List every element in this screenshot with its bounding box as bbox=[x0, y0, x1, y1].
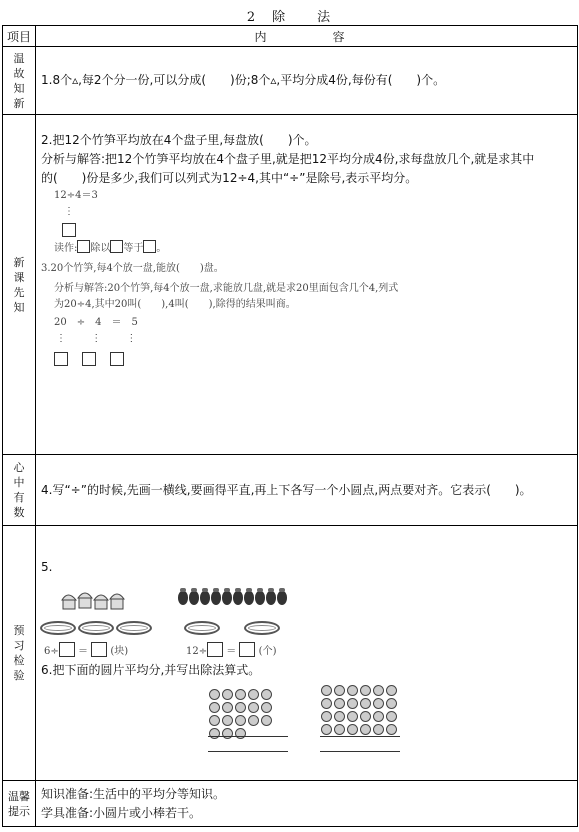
question-2: 2.把12个竹笋平均放在4个盘子里,每盘放( )个。 bbox=[41, 133, 317, 147]
bamboo-shoot-icon bbox=[200, 591, 210, 605]
preview-content bbox=[36, 526, 578, 781]
vdots: ⋮ bbox=[64, 206, 74, 217]
disc-icon bbox=[373, 724, 384, 735]
disc-icon bbox=[386, 711, 397, 722]
new-lesson-content bbox=[36, 115, 578, 455]
disc-icon bbox=[321, 724, 332, 735]
read-as-line: 读作: 除以 等于 。 bbox=[36, 240, 577, 257]
bamboo-shoot-icon bbox=[178, 591, 188, 605]
disc-icon bbox=[373, 685, 384, 696]
disc-icon bbox=[261, 702, 272, 713]
disc-icon bbox=[261, 689, 272, 700]
header-row bbox=[3, 26, 578, 47]
cupcakes-icon bbox=[58, 588, 128, 614]
cakes-illustration bbox=[58, 588, 128, 618]
new-lesson-label: 新课先知 bbox=[3, 115, 36, 455]
disc-icon bbox=[248, 689, 259, 700]
header-content: 内 容 bbox=[36, 26, 578, 47]
bamboo-shoot-icon bbox=[189, 591, 199, 605]
disc-icon bbox=[347, 724, 358, 735]
disc-icon bbox=[360, 724, 371, 735]
disc-icon bbox=[373, 698, 384, 709]
disc-icon bbox=[209, 728, 220, 739]
disc-icon bbox=[360, 685, 371, 696]
q3-analysis-1: 分析与解答:20个竹笋,每4个放一盘,求能放几盘,就是求20里面包含几个4,列式 bbox=[54, 283, 399, 294]
lesson-table bbox=[2, 25, 578, 827]
blank-box[interactable] bbox=[54, 352, 68, 366]
review-row bbox=[3, 47, 578, 115]
disc-icon bbox=[386, 685, 397, 696]
disc-icon bbox=[222, 728, 233, 739]
tips-label: 温馨提示 bbox=[3, 781, 36, 827]
blank-box[interactable] bbox=[207, 642, 223, 657]
disc-group-2 bbox=[320, 684, 404, 736]
analysis-line-2: 的( )份是多少,我们可以列式为12÷4,其中“÷”是除号,表示平均分。 bbox=[41, 171, 418, 185]
disc-icon bbox=[321, 685, 332, 696]
blank-box[interactable] bbox=[239, 642, 255, 657]
blank-box[interactable] bbox=[82, 352, 96, 366]
blank-box[interactable] bbox=[110, 352, 124, 366]
new-lesson-row bbox=[3, 115, 578, 455]
answer-line[interactable] bbox=[208, 736, 288, 737]
plates-right bbox=[184, 620, 282, 639]
disc-icon bbox=[321, 711, 332, 722]
plate-icon bbox=[116, 621, 152, 635]
bamboo-shoot-icon bbox=[266, 591, 276, 605]
formula-1: 6÷ ＝ (块) bbox=[44, 642, 128, 660]
bamboo-shoot-icon bbox=[211, 591, 221, 605]
tips-content bbox=[36, 781, 578, 827]
blank-box[interactable] bbox=[77, 240, 90, 253]
formula-2: 12÷ ＝ (个) bbox=[186, 642, 276, 660]
disc-icon bbox=[209, 702, 220, 713]
question-6: 6.把下面的圆片平均分,并写出除法算式。 bbox=[41, 663, 261, 677]
disc-icon bbox=[235, 715, 246, 726]
remember-text: 4.写“÷”的时候,先画一横线,要画得平直,再上下各写一个小圆点,两点要对齐。它表示( )。 bbox=[41, 482, 532, 497]
remember-content bbox=[36, 455, 578, 526]
tips-row bbox=[3, 781, 578, 827]
bamboo-shoots-illustration bbox=[178, 590, 288, 609]
blank-box[interactable] bbox=[143, 240, 156, 253]
analysis-line-1: 分析与解答:把12个竹笋平均放在4个盘子里,就是把12平均分成4份,求每盘放几个,就是求其中 bbox=[41, 152, 535, 166]
disc-icon bbox=[209, 715, 220, 726]
page-title: 2 除 法 bbox=[246, 10, 333, 25]
disc-icon bbox=[334, 698, 345, 709]
tips-line-2: 学具准备:小圆片或小棒若干。 bbox=[41, 805, 202, 820]
vdots-row: ⋮ ⋮ ⋮ bbox=[56, 333, 137, 344]
disc-icon bbox=[235, 702, 246, 713]
disc-icon bbox=[261, 715, 272, 726]
disc-icon bbox=[347, 711, 358, 722]
disc-icon bbox=[222, 689, 233, 700]
disc-icon bbox=[334, 711, 345, 722]
plate-icon bbox=[244, 621, 280, 635]
disc-icon bbox=[248, 715, 259, 726]
answer-line[interactable] bbox=[320, 736, 400, 737]
review-text: 1.8个▵,每2个分一份,可以分成( )份;8个▵,平均分成4份,每份有( )个。 bbox=[41, 73, 446, 87]
plate-icon bbox=[78, 621, 114, 635]
question-3: 3.20个竹笋,每4个放一盘,能放( )盘。 bbox=[41, 263, 224, 274]
disc-icon bbox=[386, 724, 397, 735]
disc-icon bbox=[360, 711, 371, 722]
plate-icon bbox=[40, 621, 76, 635]
disc-icon bbox=[222, 715, 233, 726]
bamboo-shoot-icon bbox=[244, 591, 254, 605]
bamboo-shoot-icon bbox=[277, 591, 287, 605]
answer-line[interactable] bbox=[208, 751, 288, 752]
disc-icon bbox=[209, 689, 220, 700]
bamboo-shoot-icon bbox=[255, 591, 265, 605]
bamboo-shoot-icon bbox=[222, 591, 232, 605]
disc-icon bbox=[373, 711, 384, 722]
disc-icon bbox=[222, 702, 233, 713]
disc-icon bbox=[386, 698, 397, 709]
remember-row bbox=[3, 455, 578, 526]
disc-icon bbox=[248, 702, 259, 713]
disc-icon bbox=[360, 698, 371, 709]
tips-line-1: 知识准备:生活中的平均分等知识。 bbox=[41, 786, 226, 801]
disc-icon bbox=[235, 689, 246, 700]
header-item: 项目 bbox=[3, 26, 36, 47]
remember-label: 心中有数 bbox=[3, 455, 36, 526]
disc-icon bbox=[321, 698, 332, 709]
blank-box[interactable] bbox=[110, 240, 123, 253]
disc-icon bbox=[347, 685, 358, 696]
disc-icon bbox=[334, 724, 345, 735]
q3-analysis-2: 为20÷4,其中20叫( ),4叫( ),除得的结果叫商。 bbox=[54, 299, 296, 310]
question-5: 5. bbox=[41, 560, 53, 574]
plates-left bbox=[40, 620, 154, 639]
blank-box[interactable] bbox=[91, 642, 107, 657]
disc-icon bbox=[235, 728, 246, 739]
answer-box[interactable] bbox=[62, 223, 76, 237]
review-content bbox=[36, 47, 578, 115]
answer-line[interactable] bbox=[320, 751, 400, 752]
preview-row bbox=[3, 526, 578, 781]
bamboo-shoot-icon bbox=[233, 591, 243, 605]
preview-label: 预习检验 bbox=[3, 526, 36, 781]
blank-box-row bbox=[36, 349, 577, 368]
equation-1: 12÷4＝3 bbox=[54, 190, 98, 201]
review-label: 温故知新 bbox=[3, 47, 36, 115]
equation-2: 20 ÷ 4 ＝ 5 bbox=[54, 317, 138, 328]
disc-icon bbox=[347, 698, 358, 709]
blank-box[interactable] bbox=[59, 642, 75, 657]
disc-icon bbox=[334, 685, 345, 696]
disc-group-1 bbox=[208, 688, 280, 740]
plate-icon bbox=[184, 621, 220, 635]
